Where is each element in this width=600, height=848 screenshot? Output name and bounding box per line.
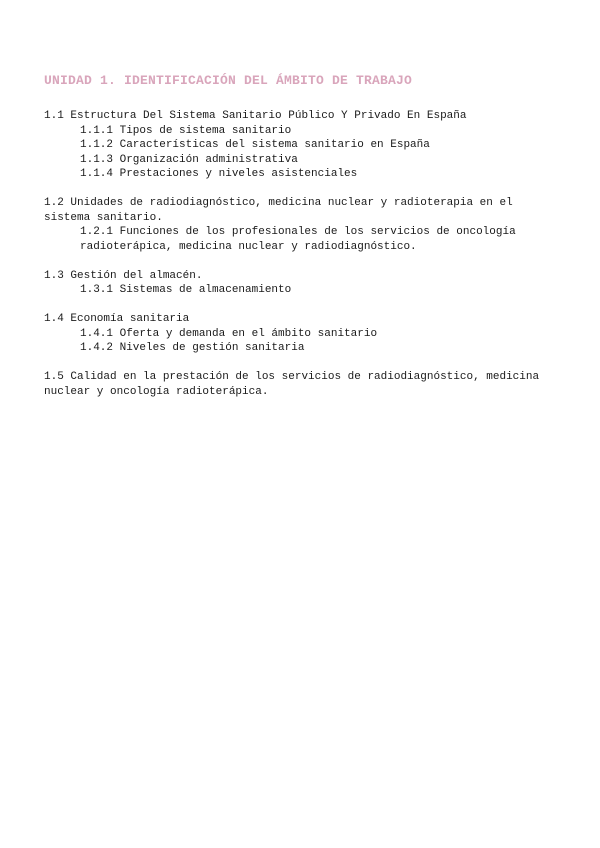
subsection-item: 1.3.1 Sistemas de almacenamiento	[80, 284, 292, 296]
subsection-item: 1.1.2 Características del sistema sanitario en España	[80, 139, 430, 151]
subsection-item: 1.4.1 Oferta y demanda en el ámbito sanitario	[80, 327, 378, 340]
subsection-item: 1.1.1 Tipos de sistema sanitario	[80, 124, 292, 137]
subsection-item: 1.1.4 Prestaciones y niveles asistenciales	[80, 168, 358, 180]
section-1-5	[44, 370, 544, 399]
section-heading: 1.5 Calidad en la prestación de los servicios de radiodiagnóstico, medicina nuclear y oncología radioterápica.	[44, 371, 540, 398]
section-heading: 1.3 Gestión del almacén.	[44, 269, 203, 282]
subsection-item: 1.4.2 Niveles de gestión sanitaria	[80, 342, 305, 354]
unit-title: UNIDAD 1. IDENTIFICACIÓN DEL ÁMBITO DE TRABAJO	[44, 73, 413, 88]
subsection-item: 1.1.3 Organización administrativa	[80, 153, 298, 166]
section-heading: 1.2 Unidades de radiodiagnóstico, medicina nuclear y radioterapia en el sistema sanitario.	[44, 197, 513, 224]
section-heading: 1.1 Estructura Del Sistema Sanitario Público Y Privado En España	[44, 110, 467, 122]
section-1-2	[44, 196, 544, 254]
section-1-1	[44, 109, 544, 182]
section-heading: 1.4 Economía sanitaria	[44, 313, 190, 325]
subsection-item: 1.2.1 Funciones de los profesionales de los servicios de oncología radioterápica, medicina nuclear y radiodiagnóstico.	[80, 226, 516, 253]
section-1-4	[44, 312, 544, 356]
table-of-contents	[44, 109, 544, 414]
section-1-3	[44, 269, 544, 298]
